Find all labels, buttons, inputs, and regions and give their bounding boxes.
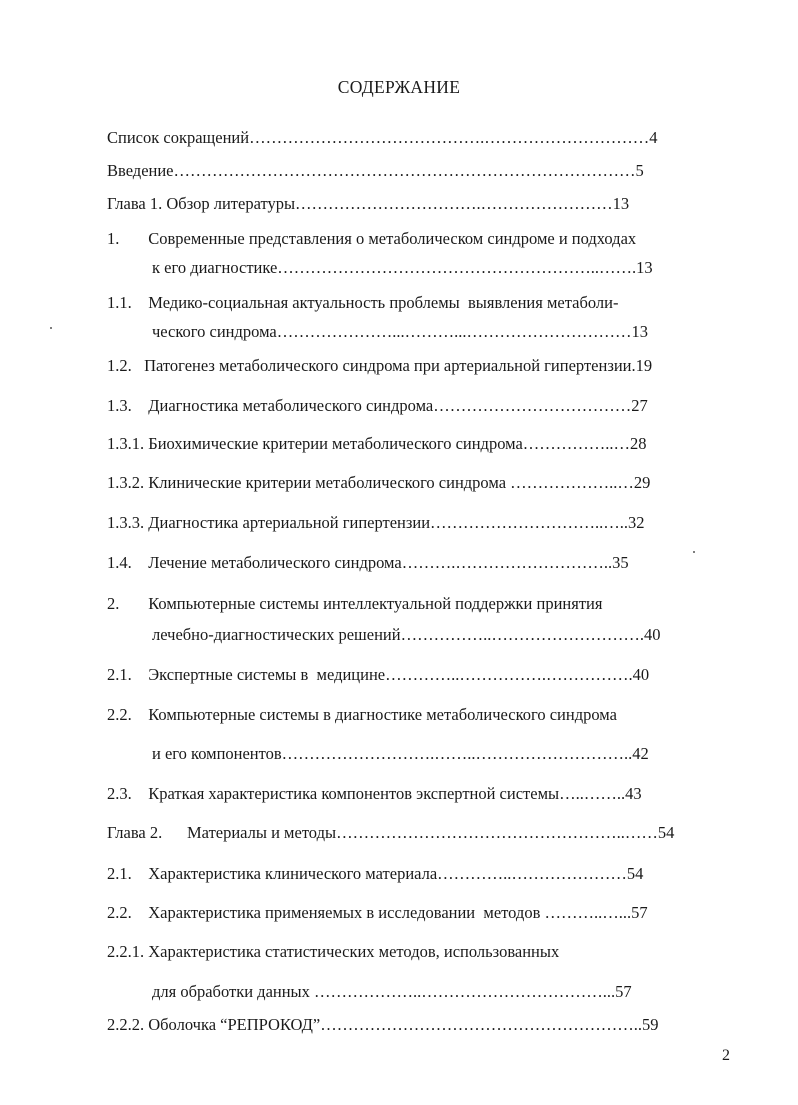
page-number: 2 [722,1047,730,1064]
toc-entry: Глава 1. Обзор литературы…………………………….……………………13 [107,194,630,213]
toc-entry-continuation: для обработки данных ………………..……………………………...57 [152,982,632,1001]
toc-entry: Глава 2. Материалы и методы……………………………………………..……54 [107,823,675,842]
toc-entry: 2.1. Характеристика клинического материала…………..…………………54 [107,864,644,883]
toc-entry: 1.4. Лечение метаболического синдрома……….………………………..35 [107,553,629,572]
toc-entry: Список сокращений…………………………………….…………………………4 [107,128,658,147]
toc-entry: 1.2. Патогенез метаболического синдрома при артериальной гипертензии.19 [107,356,653,375]
toc-entry: Введение…………………………………………………………………………5 [107,161,644,180]
toc-entry: 1.3.2. Клинические критерии метаболического синдрома ………………..…29 [107,473,651,492]
toc-entry: 1.3. Диагностика метаболического синдрома………………………………27 [107,396,648,415]
toc-entry: 2.2.2. Оболочка “РЕПРОКОД”…………………………………………………..59 [107,1015,659,1034]
toc-entry: 2.2. Характеристика применяемых в исследовании методов ………..…...57 [107,903,648,922]
toc-entry: 2.1. Экспертные системы в медицине…………..…………….…………….40 [107,665,650,684]
page-title: СОДЕРЖАНИЕ [337,77,461,97]
toc-entry-continuation: к его диагностике…………………………………………………..…….13 [152,258,653,277]
toc-entry: 2. Компьютерные системы интеллектуальной поддержки принятия [107,594,603,613]
toc-entry: 2.3. Краткая характеристика компонентов экспертной системы…..……..43 [107,784,642,803]
toc-entry: 1.3.1. Биохимические критерии метаболического синдрома……………..…28 [107,434,647,453]
scan-speck [50,327,52,329]
scan-speck [693,551,695,553]
toc-entry: 2.2.1. Характеристика статистических методов, использованных [107,942,560,961]
toc-entry: 1.3.3. Диагностика артериальной гипертензии…………………………..…..32 [107,513,645,532]
toc-entry-continuation: ческого синдрома…………………...………...…………………………13 [152,322,648,341]
toc-entry: 1. Современные представления о метаболическом синдроме и подходах [107,229,637,248]
toc-entry-continuation: и его компонентов……………………….……..………………………..42 [152,744,649,763]
toc-entry-continuation: лечебно-диагностических решений……………..……………………….40 [152,625,661,644]
toc-entry: 1.1. Медико-социальная актуальность проблемы выявления метаболи- [107,293,619,312]
toc-entry: 2.2. Компьютерные системы в диагностике метаболического синдрома [107,705,617,724]
